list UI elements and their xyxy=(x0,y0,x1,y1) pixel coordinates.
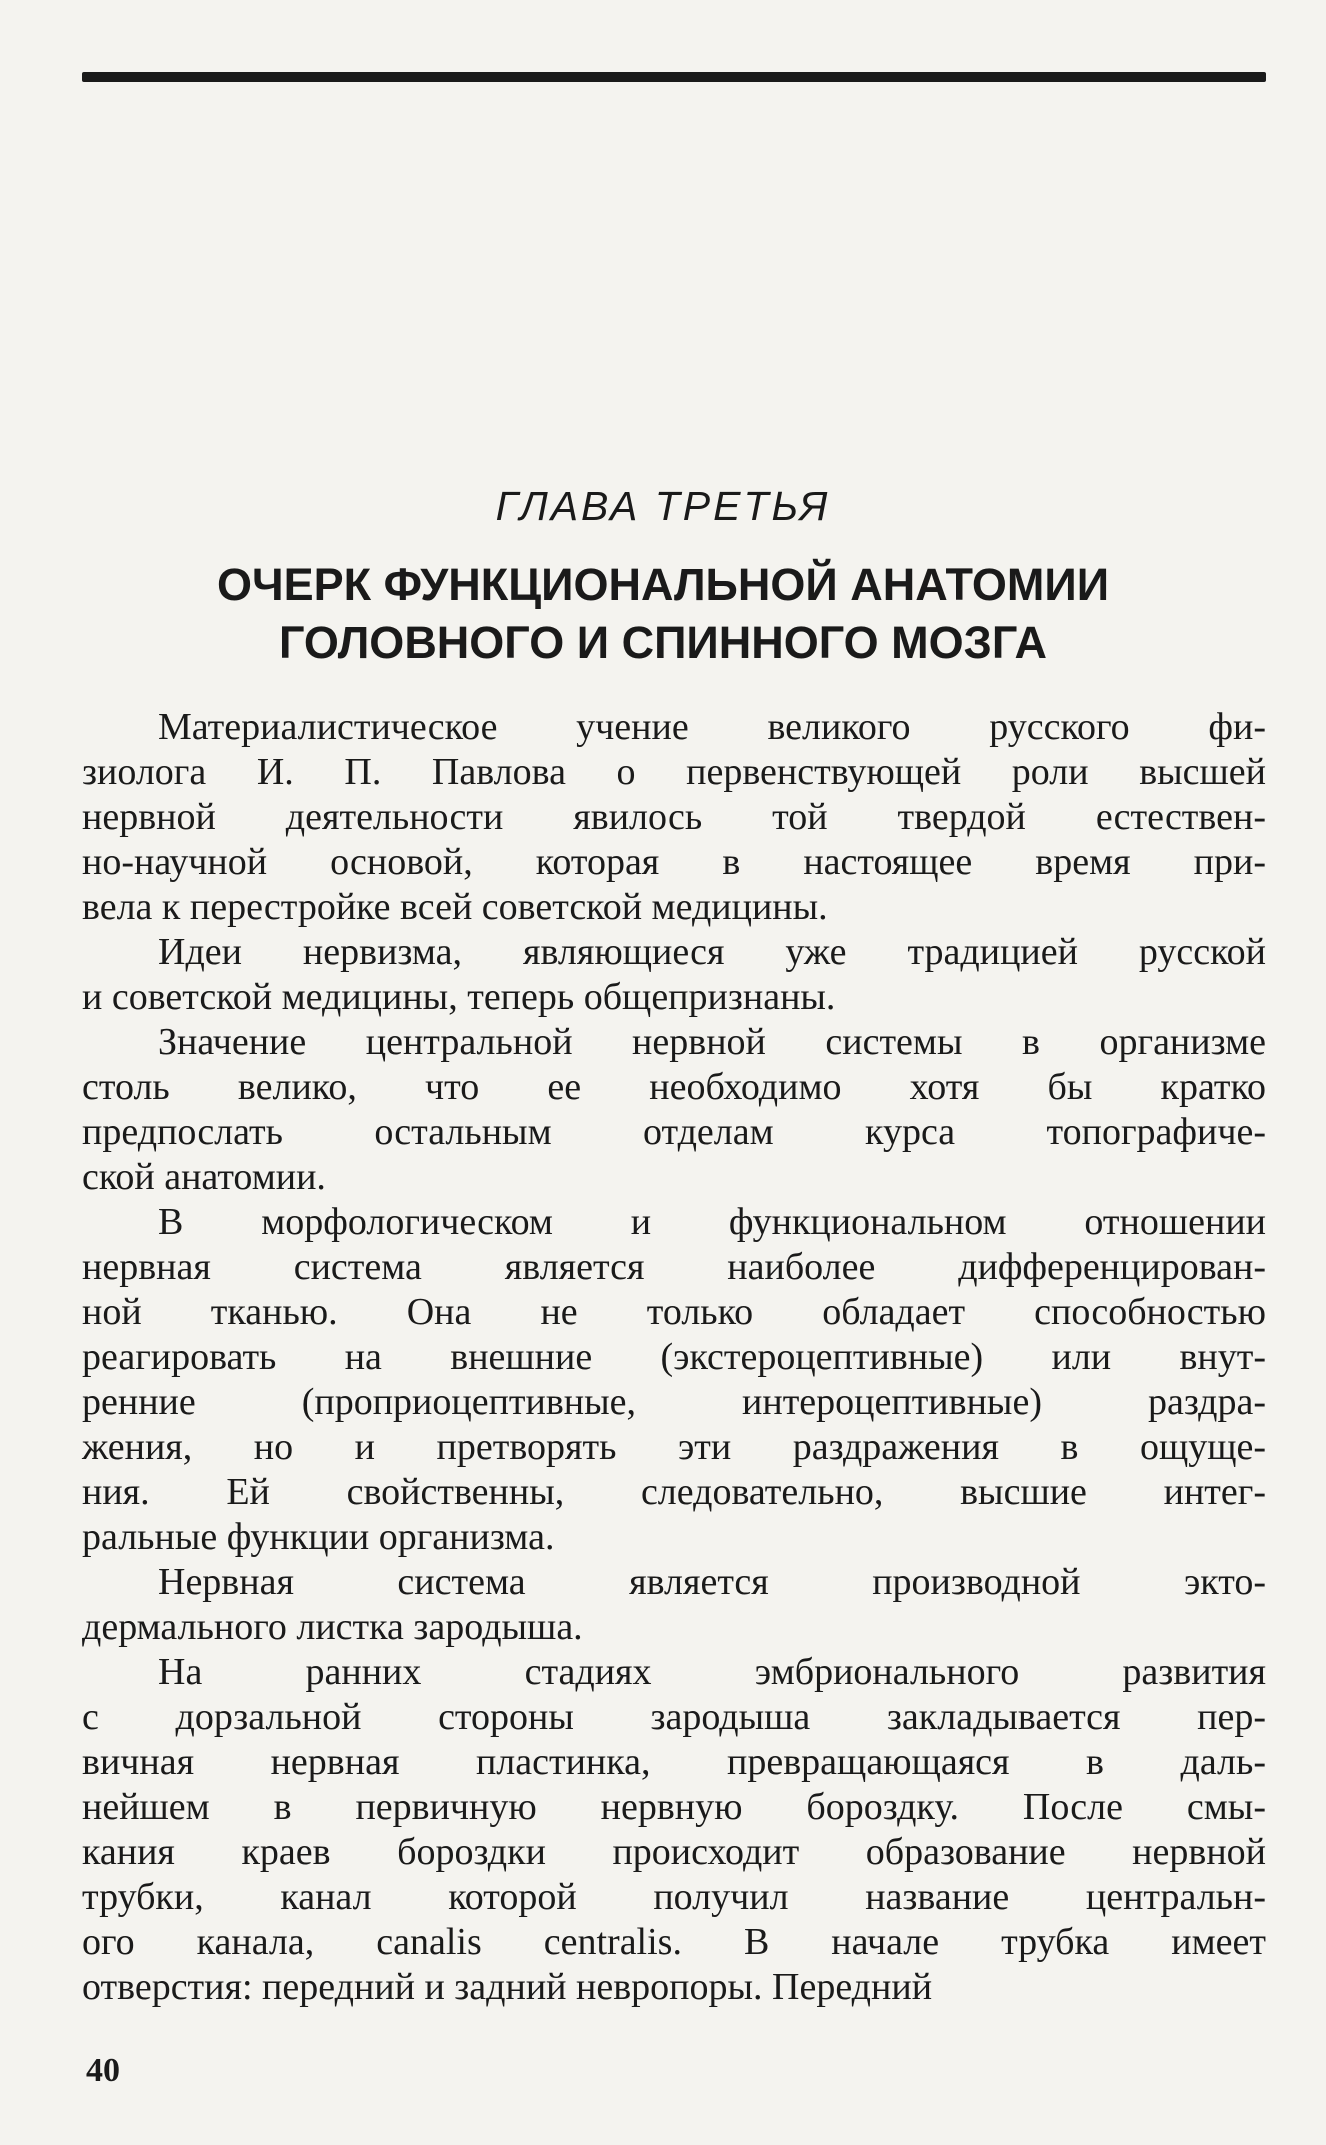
text-line: и советской медицины, теперь общепризнаны. xyxy=(82,976,836,1018)
text-line: кания краев бороздки происходит образование нервной xyxy=(82,1831,1266,1873)
paragraph xyxy=(82,930,1266,1020)
text-line: реагировать на внешние (экстероцептивные) или внут- xyxy=(82,1336,1266,1378)
text-line: Нервная система является производной экто- xyxy=(158,1561,1266,1603)
paragraph xyxy=(82,1560,1266,1650)
text-line: но-научной основой, которая в настоящее время при- xyxy=(82,841,1266,883)
text-line: отверстия: передний и задний невропоры. Передний xyxy=(82,1966,933,2008)
chapter-title-line-2: ГОЛОВНОГО И СПИННОГО МОЗГА xyxy=(278,617,1048,668)
text-line: нервной деятельности явилось той твердой естествен- xyxy=(82,796,1266,838)
text-line: с дорзальной стороны зародыша закладывается пер- xyxy=(82,1696,1266,1738)
text-line: вела к перестройке всей советской медицины. xyxy=(82,886,828,928)
text-line: вичная нервная пластинка, превращающаяся в даль- xyxy=(82,1741,1266,1783)
page-number: 40 xyxy=(86,2052,120,2089)
text-line: На ранних стадиях эмбрионального развития xyxy=(158,1651,1266,1693)
text-line: ской анатомии. xyxy=(82,1156,326,1198)
text-line: Значение центральной нервной системы в организме xyxy=(158,1021,1266,1063)
text-line: зиолога И. П. Павлова о первенствующей роли высшей xyxy=(82,751,1266,793)
chapter-label: ГЛАВА ТРЕТЬЯ xyxy=(495,483,831,529)
text-line: ния. Ей свойственны, следовательно, высшие интег- xyxy=(82,1471,1266,1513)
text-line: дермального листка зародыша. xyxy=(82,1606,583,1648)
text-line: ренние (проприоцептивные, интероцептивные) раздра- xyxy=(82,1381,1266,1423)
text-line: ральные функции организма. xyxy=(82,1516,555,1558)
text-line: ого канала, canalis centralis. В начале трубка имеет xyxy=(82,1921,1266,1963)
text-line: жения, но и претворять эти раздражения в ощуще- xyxy=(82,1426,1266,1468)
text-line: нейшем в первичную нервную бороздку. После смы- xyxy=(82,1786,1266,1828)
text-line: Идеи нервизма, являющиеся уже традицией русской xyxy=(158,931,1266,973)
paragraph xyxy=(82,1020,1266,1200)
text-line: В морфологическом и функциональном отношении xyxy=(158,1201,1266,1243)
text-line: столь велико, что ее необходимо хотя бы кратко xyxy=(82,1066,1266,1108)
body-text xyxy=(82,705,1266,2010)
text-line: Материалистическое учение великого русского фи- xyxy=(158,706,1266,748)
chapter-title-line-1: ОЧЕРК ФУНКЦИОНАЛЬНОЙ АНАТОМИИ xyxy=(216,559,1110,610)
paragraph xyxy=(82,1200,1266,1560)
text-line: нервная система является наиболее дифференцирован- xyxy=(82,1246,1266,1288)
top-rule xyxy=(82,72,1266,82)
text-line: трубки, канал которой получил название центральн- xyxy=(82,1876,1266,1918)
paragraph xyxy=(82,705,1266,930)
chapter-title xyxy=(0,556,1326,672)
text-line: предпослать остальным отделам курса топографиче- xyxy=(82,1111,1266,1153)
paragraph xyxy=(82,1650,1266,2010)
text-line: ной тканью. Она не только обладает способностью xyxy=(82,1291,1266,1333)
